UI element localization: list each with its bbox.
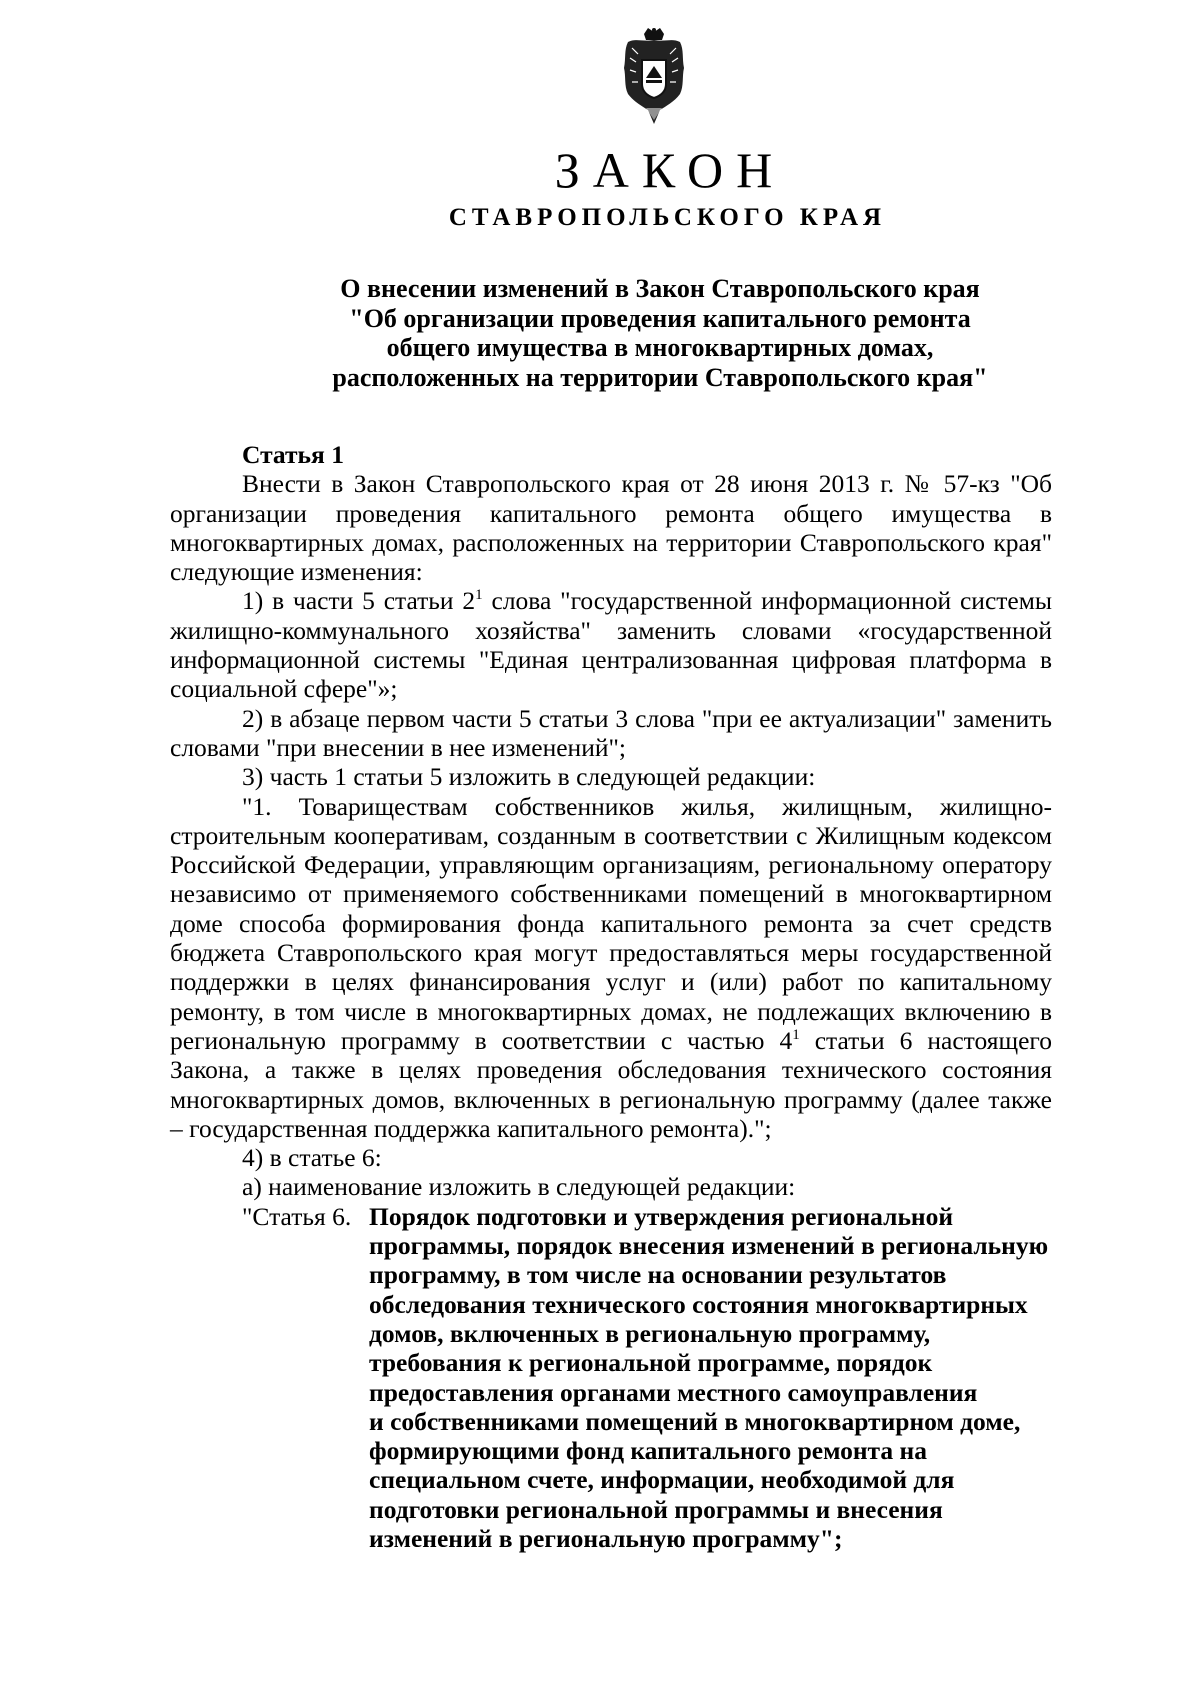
article-6-title: Порядок подготовки и утверждения региональной программы, порядок внесения изменений в региональную программу, в том числе на основании результатов обследования технического состояния многоквартирных домов, включенных в региональную программу, требования к региональной программе, порядок предоставления органами местного самоуправления и собственниками помещений в многоквартирном доме, формирующими фонд капитального ремонта на специальном счете, информации, необходимой для подготовки региональной программы и внесения изменений в региональную программу"; [369, 1201, 1049, 1553]
amendment-item-4: 4) в статье 6: [242, 1143, 382, 1173]
law-title: ЗАКОН [554, 142, 786, 198]
article-6-prefix: "Статья 6. [242, 1201, 352, 1231]
item-1-text-cont: слова "государственной информационной системы жилищно-коммунального хозяйства" заменить словами «государственной информационной системы "Единая централизованная цифровая платформа в социальной сфере"»; [170, 586, 1052, 704]
quoted-text: "1. Товариществам собственников жилья, жилищным, жилищно-строительным кооперативам, созданным в соответствии с Жилищным кодексом Российской Федерации, управляющим организациям, региональному оператору независимо от применяемого собственниками помещений в многоквартирном доме способа формирования фонда капитального ремонта за счет средств бюджета Ставропольского края могут предоставляться меры государственной поддержки в целях финансирования услуг и (или) работ по капитальному ремонту, в том числе в многоквартирных домах, не подлежащих включению в региональную программу в соответствии с частью 4 [170, 791, 1052, 1055]
item-1-text: 1) в части 5 статьи 2 [242, 586, 476, 616]
heading-line: О внесении изменений в Закон Ставропольского края [340, 274, 980, 303]
amendment-item-3: 3) часть 1 статьи 5 изложить в следующей редакции: [242, 762, 816, 792]
coat-of-arms-emblem-icon [618, 28, 690, 128]
superscript: 1 [792, 1026, 800, 1043]
article-body [170, 440, 1052, 1553]
amendment-item-2: 2) в абзаце первом части 5 статьи 3 слова "при ее актуализации" заменить словами "при внесении в нее изменений"; [170, 703, 1052, 762]
article-6-new-title [170, 1202, 1052, 1554]
quoted-part-1 [170, 792, 1052, 1144]
heading-line: расположенных на территории Ставропольского края" [332, 362, 988, 392]
article-intro: Внести в Закон Ставропольского края от 28 июня 2013 г. № 57-кз "Об организации проведения капитального ремонта общего имущества в многоквартирных домах, расположенных на территории Ставропольского края" следующие изменения: [170, 469, 1052, 587]
law-region: СТАВРОПОЛЬСКОГО КРАЯ [448, 204, 887, 231]
amendment-item-4a: а) наименование изложить в следующей редакции: [242, 1172, 796, 1202]
heading-line: "Об организации проведения капитального ремонта [349, 303, 971, 333]
amendment-item-1 [170, 586, 1052, 703]
heading-line: общего имущества в многоквартирных домах, [386, 333, 934, 362]
quoted-text-cont: статьи 6 настоящего Закона, а также в целях проведения обследования технического состояния многоквартирных домов, включенных в региональную программу (далее также – государственная поддержка капитального ремонта)."; [170, 1025, 1052, 1143]
article-label: Статья 1 [242, 440, 344, 469]
superscript: 1 [475, 587, 483, 604]
document-heading [240, 274, 1080, 392]
